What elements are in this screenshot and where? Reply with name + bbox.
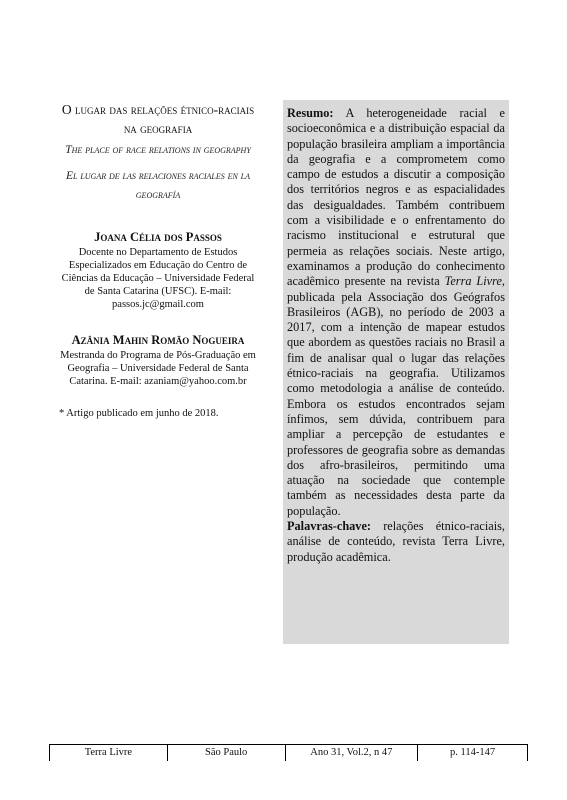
article-subtitle-english: The place of race relations in geography — [65, 144, 251, 156]
footer-journal: Terra Livre — [49, 745, 167, 761]
keywords-text: relações étnico-raciais, análise de conteúdo, revista Terra Livre, produção acadêmica. — [287, 519, 505, 564]
footer-pages: p. 114-147 — [417, 745, 528, 761]
page-footer — [49, 744, 528, 761]
abstract-text-continued: , publicada pela Associação dos Geógrafos Brasileiros (AGB), no período de 2003 a 2017, com a intenção de mapear estudos que abordem as questões raciais no Brasil a fim de analisar qual o lugar das relações étnico-raciais na geografia. Utilizamos como metodologia a análise de conteúdo. Embora os estudos encontrados sejam ínfimos, sem dúvida, contribuem para ampliar a percepção de estudantes e professores de geografia sobre as demandas dos afro-brasileiros, permitindo uma atuação na sociedade que contemple também as necessidades desta parte da população. — [287, 274, 505, 518]
author-affiliation: Mestranda do Programa de Pós-Graduação em Geografia – Universidade Federal de Santa Catarina. E-mail: azaniam@yahoo.com.br — [60, 350, 256, 387]
left-column — [58, 100, 258, 422]
footer-issue: Ano 31, Vol.2, n 47 — [285, 745, 418, 761]
article-subtitle-spanish: El lugar de las relaciones raciales en la geografía — [65, 170, 251, 201]
publication-footnote: * Artigo publicado em junho de 2018. — [59, 408, 219, 419]
author-affiliation: Docente no Departamento de Estudos Especializados em Educação do Centro de Ciências da Educação – Universidade Federal de Santa Catarina (UFSC). E-mail: passos.jc@gmail.com — [61, 247, 255, 310]
author-name: Azânia Mahin Romão Nogueira — [71, 333, 245, 347]
author-name: Joana Célia dos Passos — [94, 230, 222, 244]
abstract-box — [283, 100, 509, 644]
footer-city: São Paulo — [167, 745, 285, 761]
abstract-text: A heterogeneidade racial e socioeconômica e a distribuição espacial da população brasileira ampliam a importância da geografia e a comprometem como campo de estudos a discutir a composição dos territórios negros e as espacialidades das desigualdades. Também contribuem com a visibilidade e o enfrentamento do racismo institucional e estrutural que permeia as relações sociais. Neste artigo, examinamos a produção do conhecimento acadêmico presente na revista — [287, 106, 505, 289]
article-title: O lugar das relações étnico-raciais na geografia — [61, 102, 255, 136]
journal-name-italic: Terra Livre — [444, 274, 502, 289]
keywords-label: Palavras-chave: — [287, 519, 372, 534]
abstract-label: Resumo: — [287, 106, 334, 120]
